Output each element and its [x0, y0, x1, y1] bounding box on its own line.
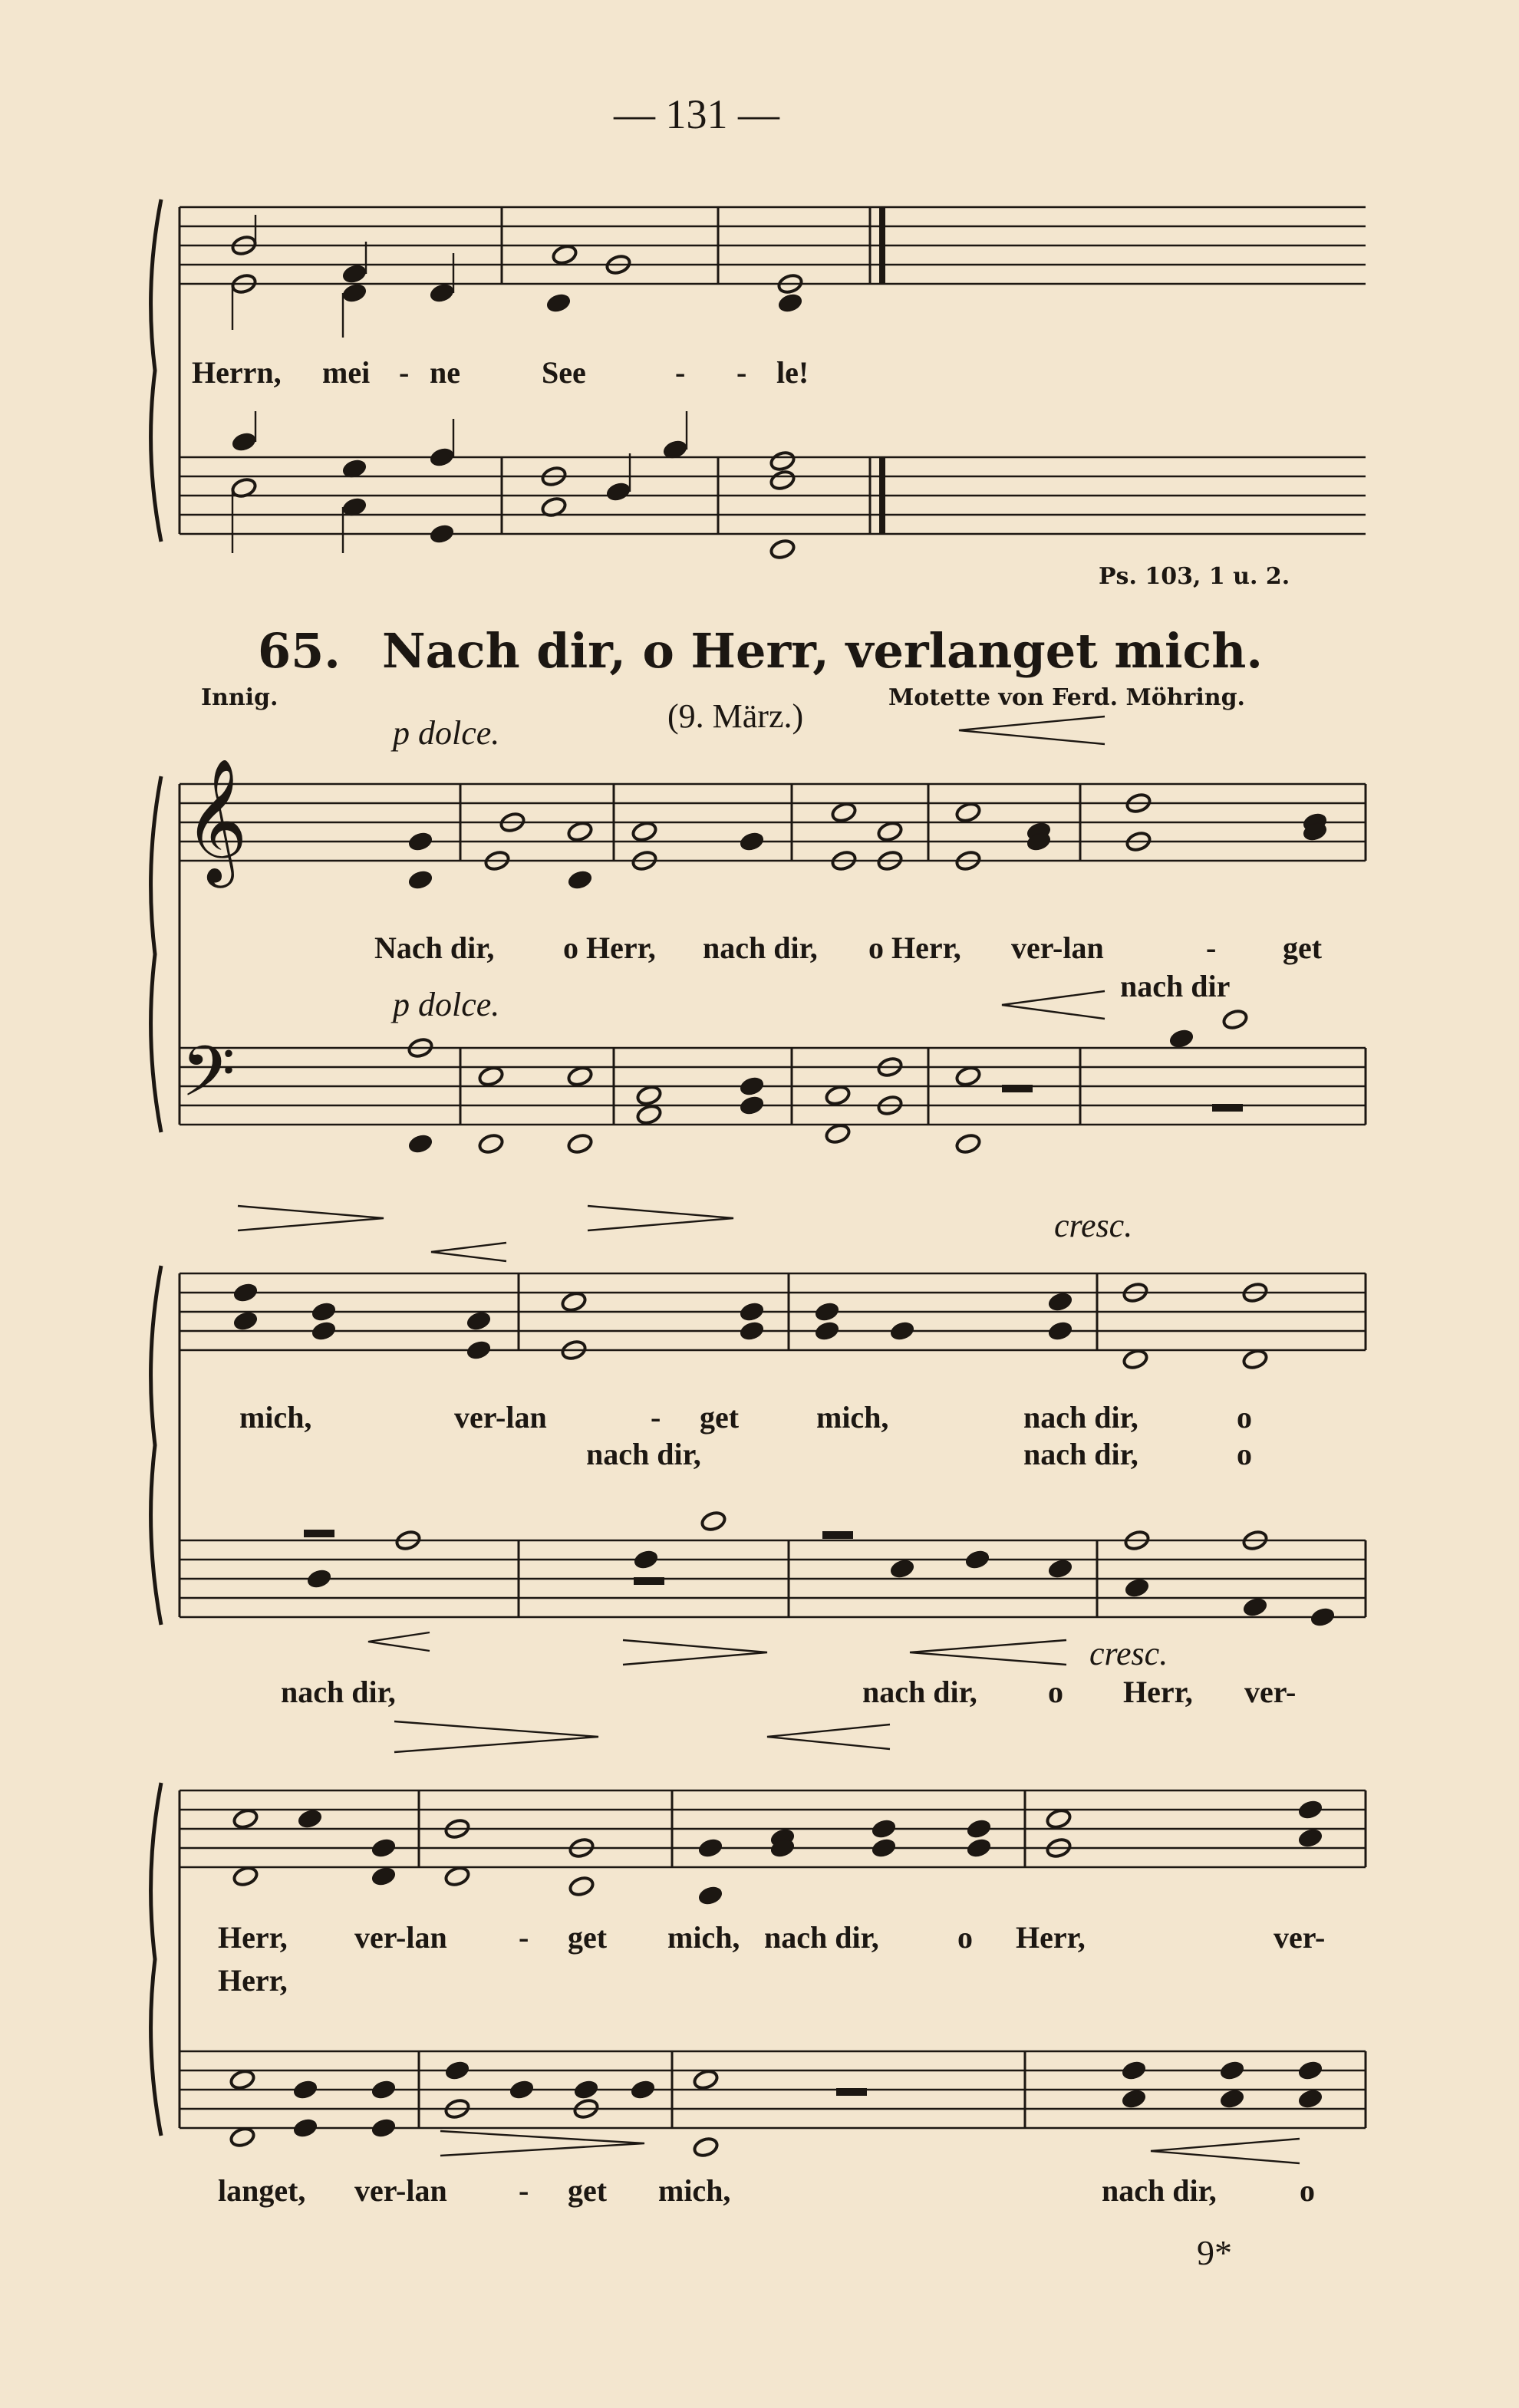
lyric-o-lower: o: [1048, 1675, 1063, 1709]
quarter-note: [370, 1865, 397, 1887]
half-note: [560, 1290, 587, 1313]
quarter-note: [1241, 1596, 1268, 1618]
lyric-langet: langet,: [218, 2173, 306, 2208]
hymn-title: Nach dir, o Herr, verlanget mich.: [382, 623, 1263, 679]
half-note: [824, 1084, 851, 1106]
quarter-note: [813, 1300, 840, 1323]
half-note: [477, 1132, 504, 1155]
quarter-note: [1046, 1290, 1073, 1313]
quarter-note: [566, 868, 593, 891]
quarter-note: [407, 830, 433, 852]
quarter-note: [232, 1309, 259, 1332]
whole-rest: [634, 1577, 664, 1585]
lyric-nach-dir-mid: nach dir,: [1023, 1437, 1138, 1471]
lyric-see: See: [542, 355, 586, 390]
quarter-note: [407, 1132, 433, 1155]
lyric-hyphen: -: [519, 1920, 529, 1955]
half-note: [566, 820, 593, 842]
quarter-note: [370, 1836, 397, 1859]
half-note: [229, 2126, 255, 2148]
quarter-note: [428, 282, 455, 304]
lyric-ver-lan: ver-lan: [1011, 931, 1104, 965]
quarter-note: [305, 1567, 332, 1589]
quarter-note: [870, 1836, 897, 1859]
lyric-ver-lan: ver-lan: [454, 1400, 547, 1435]
quarter-note: [572, 2078, 599, 2100]
quarter-note: [428, 446, 455, 468]
half-note: [635, 1084, 662, 1106]
quarter-note: [738, 1300, 765, 1323]
half-note: [769, 538, 796, 560]
decrescendo-hairpin: [238, 1206, 384, 1230]
crescendo-hairpin: [368, 1632, 430, 1651]
quarter-note: [370, 2078, 397, 2100]
decrescendo-hairpin: [623, 1640, 767, 1665]
lyric-ver-lan: ver-lan: [354, 2173, 447, 2208]
quarter-note: [1218, 2087, 1245, 2110]
quarter-note: [407, 868, 433, 891]
scripture-reference: Ps. 103, 1 u. 2.: [1099, 563, 1290, 590]
quarter-note: [296, 1807, 323, 1830]
half-note: [635, 1103, 662, 1125]
lyric-nach-dir-lower: nach dir,: [862, 1675, 977, 1709]
half-note: [477, 1065, 504, 1087]
lyric-herr-lower: Herr,: [1123, 1675, 1193, 1709]
quarter-note: [428, 522, 455, 545]
lyric-mich: mich,: [816, 1400, 889, 1435]
half-note: [769, 469, 796, 491]
quarter-note: [813, 1319, 840, 1342]
quarter-note: [1297, 2087, 1323, 2110]
lyric-nach-dir-lower: nach dir,: [281, 1675, 396, 1709]
quarter-note: [310, 1300, 337, 1323]
lyric-herr: Herr,: [1016, 1920, 1086, 1955]
half-note: [232, 1807, 259, 1830]
lyric-get: get: [568, 2173, 608, 2208]
bass-clef: 𝄢: [181, 1031, 236, 1129]
quarter-note: [1218, 2059, 1245, 2081]
lyric-mich: mich,: [658, 2173, 731, 2208]
half-note: [954, 801, 981, 823]
system-brace: [151, 199, 161, 542]
quarter-note: [697, 1884, 723, 1906]
half-note: [700, 1510, 727, 1532]
whole-rest: [822, 1531, 853, 1539]
half-note: [824, 1122, 851, 1145]
lyric-ver: ver-: [1274, 1920, 1326, 1955]
quarter-note: [1297, 1827, 1323, 1849]
lyric-get: get: [568, 1920, 608, 1955]
half-note: [692, 2136, 719, 2158]
half-note: [876, 820, 903, 842]
quarter-note: [292, 2078, 318, 2100]
lyric-o-mid: o: [1237, 1437, 1252, 1471]
half-note: [232, 1865, 259, 1887]
lyric-hyphen: -: [399, 355, 410, 390]
half-note: [1045, 1807, 1072, 1830]
quarter-note: [1046, 1557, 1073, 1580]
lyric-o: o: [1300, 2173, 1315, 2208]
dynamic-cresc: cresc.: [1054, 1207, 1133, 1244]
lyric-nach-dir: nach dir,: [764, 1920, 879, 1955]
quarter-note: [738, 1319, 765, 1342]
treble-clef: 𝄞: [184, 758, 248, 883]
quarter-note: [1297, 1798, 1323, 1820]
composer-attribution: Motette von Ferd. Möhring.: [888, 684, 1245, 711]
lyric-o-herr: o Herr,: [868, 931, 961, 965]
quarter-note: [230, 430, 257, 453]
hymn-number: 65.: [258, 623, 341, 679]
crescendo-hairpin: [959, 716, 1105, 744]
quarter-note: [341, 262, 367, 285]
quarter-note: [697, 1836, 723, 1859]
lyric-ver-lower: ver-: [1244, 1675, 1297, 1709]
quarter-note: [1309, 1606, 1336, 1628]
lyric-mich: mich,: [667, 1920, 740, 1955]
quarter-note: [605, 480, 631, 502]
half-note: [631, 820, 657, 842]
tempo-marking: Innig.: [201, 684, 278, 711]
lyric-nach-dir-lower: nach dir: [1120, 969, 1231, 1003]
dynamic-p-dolce: p dolce.: [393, 714, 500, 752]
system-brace: [151, 1266, 161, 1625]
lyric-get: get: [700, 1400, 740, 1435]
lyric-nach-dir: nach dir,: [1102, 2173, 1217, 2208]
lyric-hyphen: -: [675, 355, 686, 390]
quarter-note: [443, 2059, 470, 2081]
decrescendo-hairpin: [588, 1206, 733, 1230]
quarter-note: [738, 1094, 765, 1116]
half-note: [769, 450, 796, 472]
half-note: [1221, 1008, 1248, 1030]
lyric-le: le!: [776, 355, 809, 390]
lyric-hyphen: -: [1206, 931, 1217, 965]
crescendo-hairpin: [431, 1243, 506, 1261]
quarter-note: [738, 830, 765, 852]
quarter-note: [1168, 1027, 1194, 1049]
half-note: [229, 2068, 255, 2090]
quarter-note: [310, 1319, 337, 1342]
quarter-note: [1297, 2059, 1323, 2081]
half-note: [954, 1065, 981, 1087]
quarter-note: [1120, 2087, 1147, 2110]
quarter-note: [964, 1548, 990, 1570]
signature-mark: 9*: [1197, 2233, 1232, 2272]
quarter-note: [632, 1548, 659, 1570]
half-note: [443, 1865, 470, 1887]
quarter-note: [341, 282, 367, 304]
quarter-note: [888, 1319, 915, 1342]
half-note: [551, 243, 578, 265]
half-note: [830, 801, 857, 823]
quarter-note: [888, 1557, 915, 1580]
quarter-note: [776, 292, 803, 314]
quarter-note: [1120, 2059, 1147, 2081]
lyric-hyphen: -: [651, 1400, 661, 1435]
quarter-note: [870, 1817, 897, 1840]
dynamic-p-dolce: p dolce.: [393, 986, 500, 1023]
decrescendo-hairpin: [394, 1721, 598, 1752]
lyric-mich: mich,: [239, 1400, 312, 1435]
crescendo-hairpin: [1002, 991, 1105, 1019]
lyric-nach-dir: nach dir,: [703, 931, 818, 965]
quarter-note: [965, 1836, 992, 1859]
quarter-note: [965, 1817, 992, 1840]
lyric-ver-lan: ver-lan: [354, 1920, 447, 1955]
quarter-note: [370, 2116, 397, 2139]
lyric-nach-dir: Nach dir,: [374, 931, 495, 965]
lyric-o-herr: o Herr,: [563, 931, 656, 965]
whole-rest: [836, 2088, 867, 2096]
dynamic-cresc-lower: cresc.: [1089, 1635, 1168, 1672]
lyric-hyphen: -: [519, 2173, 529, 2208]
lyric-herrn: Herrn,: [192, 355, 282, 390]
lyric-o: o: [957, 1920, 973, 1955]
lyric-herr-second: Herr,: [218, 1963, 288, 1998]
half-note: [566, 1065, 593, 1087]
quarter-note: [545, 292, 572, 314]
lyric-get: get: [1283, 931, 1323, 965]
lyric-nach-dir-mid: nach dir,: [586, 1437, 701, 1471]
lyric-ne: ne: [430, 355, 460, 390]
whole-rest: [304, 1530, 334, 1537]
system-brace: [151, 776, 161, 1132]
hymn-date: (9. März.): [667, 697, 804, 735]
half-note: [568, 1875, 595, 1897]
lyric-hyphen: -: [736, 355, 747, 390]
quarter-note: [738, 1075, 765, 1097]
quarter-note: [629, 2078, 656, 2100]
whole-rest: [1212, 1104, 1243, 1112]
half-note: [692, 2068, 719, 2090]
lyric-herr: Herr,: [218, 1920, 288, 1955]
crescendo-hairpin: [1151, 2139, 1300, 2163]
lyric-mei: mei: [322, 355, 371, 390]
whole-rest: [1002, 1085, 1033, 1092]
lyric-nach-dir: nach dir,: [1023, 1400, 1138, 1435]
quarter-note: [292, 2116, 318, 2139]
quarter-note: [465, 1309, 492, 1332]
half-note: [1122, 1348, 1148, 1370]
page-number: — 131 —: [614, 91, 779, 137]
quarter-note: [465, 1339, 492, 1361]
quarter-note: [1123, 1576, 1150, 1599]
lyric-o: o: [1237, 1400, 1252, 1435]
half-note: [954, 1132, 981, 1155]
crescendo-hairpin: [910, 1640, 1066, 1665]
system-brace: [151, 1783, 161, 2136]
quarter-note: [1046, 1319, 1073, 1342]
crescendo-hairpin: [767, 1724, 890, 1749]
quarter-note: [232, 1281, 259, 1303]
half-note: [566, 1132, 593, 1155]
half-note: [1241, 1348, 1268, 1370]
quarter-note: [508, 2078, 535, 2100]
decrescendo-hairpin: [440, 2131, 644, 2156]
